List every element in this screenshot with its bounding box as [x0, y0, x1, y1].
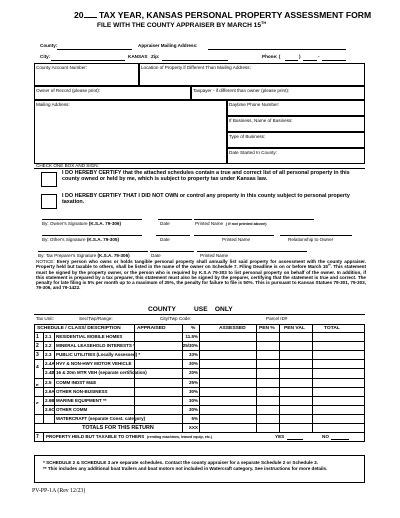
schedule-description: MINERAL LEASEHOLD INTERESTS * — [56, 343, 135, 349]
phone-area-blank[interactable] — [285, 60, 298, 61]
other-date-caption: Date — [160, 237, 170, 242]
assessed-cell[interactable] — [200, 378, 255, 386]
schedule-percent: 5% — [191, 415, 198, 421]
other-signature-line[interactable] — [42, 235, 142, 236]
schedule-code: 2.6B — [45, 397, 55, 403]
total-cell[interactable] — [313, 351, 364, 359]
cert-owned-checkbox[interactable] — [41, 172, 57, 187]
table-col-rule — [256, 324, 257, 423]
county-use-rule — [34, 314, 365, 315]
col-assessed-header: ASSESSED — [219, 326, 246, 331]
preparer-signature-caption — [38, 253, 130, 258]
appraised-cell[interactable] — [135, 369, 181, 377]
subtitle-text: FILE WITH THE COUNTY APPRAISER BY MARCH 15 — [97, 22, 262, 29]
phone-prefix-blank[interactable] — [303, 60, 317, 61]
row7-no-label: NO — [322, 434, 329, 440]
col-total-header: TOTAL — [324, 326, 340, 331]
schedule-description: PUBLIC UTILITIES (Locally Assessed) * — [56, 352, 141, 358]
total-cell[interactable] — [313, 387, 364, 395]
schedule-group-number: 7 — [36, 434, 39, 441]
if-not-printed: ( if not printed above) — [225, 221, 267, 226]
other-printed-line[interactable] — [194, 235, 274, 236]
owner-printed-line[interactable] — [194, 219, 314, 220]
sec-twp-range-label: Sec/Twp/Range: — [79, 316, 113, 321]
other-signature-text: By: Other's Signature — [42, 237, 86, 242]
other-ksa: (K.S.A. 79-305) — [86, 237, 119, 242]
table-col-rule — [256, 423, 257, 432]
appraiser-mailing-blank[interactable] — [208, 49, 346, 50]
phone-label: Phone: ( — [262, 54, 281, 59]
table-col-rule — [43, 332, 44, 423]
total-cell[interactable] — [313, 405, 364, 413]
preparer-signature-text: By: Tax Preparer's Signature — [38, 253, 97, 258]
assessed-cell[interactable] — [200, 387, 255, 395]
preparer-printed-line[interactable] — [197, 251, 307, 252]
group-merge-mask — [35, 404, 43, 405]
total-cell[interactable] — [313, 369, 364, 377]
mailing-address-box[interactable] — [34, 100, 227, 164]
owner-date-line[interactable] — [158, 219, 192, 220]
notice-text-b: . This statement must be signed by the property owner, or the person who is required by K.S.A 79-303 to list personal property on behalf of the owner. In addition, if this statement is prepared by a tax preparer, this statement must also be signed by the preparer, certifying that the statement is true and correct. The penalty for late filing is 5% per month up to a maximum of 25%, the penalty for failure to file is 50%. This is pursuant to Kansas Statues 79-301, 79-303, 79-306, and 79-1422. — [36, 264, 366, 291]
subtitle-sup: TH — [261, 19, 267, 25]
schedule-percent: 30% — [188, 406, 198, 412]
phone-line-blank[interactable] — [322, 60, 346, 61]
owner-record-label: Owner of Record (please print): — [36, 88, 101, 93]
assessed-cell[interactable] — [200, 360, 255, 368]
preparer-date-caption: Date — [151, 253, 161, 258]
appraiser-mailing-label: Appraiser Mailing Address: — [138, 43, 198, 48]
assessed-cell[interactable] — [200, 351, 255, 359]
schedule-code: 2.4B — [45, 370, 55, 376]
schedule-percent: 33% — [188, 352, 198, 358]
schedule-description: OTHER COMM — [56, 406, 88, 412]
schedule-description: COMM INDST M&E — [56, 379, 97, 385]
assessed-cell[interactable] — [200, 333, 255, 341]
col-pct-header: % — [191, 326, 196, 331]
cert-not-owned-checkbox[interactable] — [41, 194, 57, 209]
table-col-rule — [279, 324, 280, 423]
check-one-label: CHECK ONE BOX AND SIGN: — [36, 163, 99, 168]
title-text: TAX YEAR, KANSAS PERSONAL PROPERTY ASSESSMENT FORM — [96, 10, 372, 20]
table-col-rule — [43, 432, 44, 442]
appraised-cell[interactable] — [135, 405, 181, 413]
relationship-caption: Relationship to Owner — [288, 237, 334, 242]
totals-xxx: XXX — [188, 425, 198, 430]
schedule-code: 2.6C — [45, 406, 55, 412]
schedule-code: 2.1 — [45, 334, 52, 339]
city-blank[interactable] — [51, 60, 125, 61]
total-cell[interactable] — [313, 414, 364, 422]
appraised-cell[interactable] — [135, 360, 181, 368]
daytime-phone-label: Daytime Phone Number: — [229, 102, 280, 107]
schedule-description: RESIDENTIAL MOBILE HOMES — [56, 334, 123, 339]
county-blank[interactable] — [57, 49, 132, 50]
schedule-percent: 30% — [188, 361, 198, 367]
schedule-code: 2.6A — [45, 388, 55, 394]
relationship-line[interactable] — [280, 235, 352, 236]
appraised-cell[interactable] — [135, 378, 181, 386]
total-cell[interactable] — [313, 378, 364, 386]
owner-date-caption: Date — [160, 221, 170, 226]
tax-year-blank[interactable] — [84, 10, 97, 18]
schedule-description: OTHER NON-BUSINESS — [56, 388, 108, 394]
appraised-cell[interactable] — [135, 396, 181, 404]
schedule-code: 2.2 — [45, 343, 52, 349]
table-col-rule — [312, 423, 313, 432]
appraised-cell[interactable] — [135, 342, 181, 350]
row7-yes-label: YES — [275, 434, 285, 440]
total-cell[interactable] — [313, 360, 364, 368]
col-appraised-header: APPRAISED — [137, 326, 166, 331]
schedule-group-number: 3 — [36, 351, 39, 358]
footnote-1: * SCHEDULE 2 & SCHEDULE 3 are separate schedules. Contact the county appraiser for a separate Schedule 2 or Schedule 3. — [43, 460, 318, 465]
form-subtitle — [97, 19, 267, 29]
schedule-group-number: 1 — [36, 333, 39, 340]
schedule-group-number: 2 — [36, 342, 39, 349]
city-twp-code-label: City/Twp Code: — [160, 316, 192, 321]
group-merge-mask — [35, 386, 43, 387]
form-id: PV-PP-1A (Rev 12/23) — [32, 488, 86, 494]
schedule-code: 2.5 — [45, 379, 52, 385]
col-pen-pct-header: PEN % — [259, 326, 275, 331]
appraised-cell[interactable] — [135, 414, 181, 422]
assessment-table — [34, 321, 365, 452]
tax-year-prefix: 20 — [74, 10, 84, 20]
owner-signature-caption — [42, 221, 121, 226]
group-merge-mask — [35, 368, 43, 369]
row7-description: PROPERTY HELD BUT TAXABLE TO OTHERS — [46, 434, 145, 440]
zip-label: Zip: — [151, 54, 160, 59]
schedule-description: WATERCRAFT (separate Const. category) — [56, 415, 146, 421]
date-started-label: Date Started In County: — [229, 150, 278, 155]
preparer-ksa: (K.S.A. 79-306) — [97, 253, 130, 258]
preparer-printed-caption: Printed Name — [200, 253, 229, 258]
owner-signature-text: By: Owner's Signature — [42, 221, 88, 226]
owner-printed-caption — [195, 221, 267, 226]
assessed-cell[interactable] — [200, 396, 255, 404]
totals-label: TOTALS FOR THIS RETURN — [82, 425, 154, 431]
row7-no-blank[interactable] — [331, 439, 349, 440]
schedule-percent: 25/30% — [182, 343, 198, 349]
owner-printed-text: Printed Name — [195, 221, 224, 226]
tax-unit-label: Tax Unit: — [36, 316, 54, 321]
form-title — [74, 10, 371, 20]
parcel-id-label: Parcel ID# — [266, 316, 288, 321]
footnote-2: ** This includes any additional boat trailers and boat motors not included in Watercraft category. See instructions for more details. — [43, 466, 328, 471]
schedule-percent: 11.5% — [185, 334, 198, 339]
schedule-percent: 25% — [188, 379, 198, 385]
preparer-date-line[interactable] — [150, 251, 194, 252]
business-type-label: Type of Business: — [229, 134, 266, 139]
business-name-label: If Business, Name of Business: — [229, 118, 293, 123]
notice-sup: th — [327, 263, 331, 267]
notice-text-a: Every person who owns or holds tangible personal property shall annually list said property for assessment with the county appraiser. Property held but taxable to others, shall be listed in the name of the owner on Schedule 7. Filing Deadline is on or before March 15 — [36, 259, 366, 270]
preparer-signature-line[interactable] — [38, 251, 148, 252]
assessed-cell[interactable] — [200, 369, 255, 377]
schedule-percent: 20% — [188, 370, 198, 376]
table-col-rule — [199, 423, 200, 432]
mailing-address-label: Mailing Address: — [36, 102, 70, 107]
location-label: Location of Property if Different Than Mailing Address: — [141, 65, 251, 70]
other-date-line[interactable] — [156, 235, 190, 236]
table-col-rule — [279, 423, 280, 432]
row7-subtext: (rending machines, leased equip, etc.) — [147, 434, 213, 439]
owner-signature-line[interactable] — [42, 219, 142, 220]
phone-dash: - — [318, 54, 320, 59]
city-label: City: — [40, 54, 51, 59]
notice-label: NOTICE: — [36, 259, 55, 264]
schedule-description: HVY & NON-HWY MOTOR VEHICLE — [56, 361, 132, 367]
assessed-cell[interactable] — [200, 414, 255, 422]
phone-close: ) — [299, 54, 301, 59]
col-pen-val-header: PEN VAL — [284, 326, 305, 331]
other-signature-caption — [42, 237, 119, 242]
taxpayer-label: Taxpayer - if different than owner (please print): — [193, 88, 290, 93]
county-label: County: — [40, 43, 58, 48]
schedule-code: 2.4A — [45, 361, 55, 367]
cert-owned-text: I DO HEREBY CERTIFY that the attached schedules contain a true and correct list of all personal property in this county owned or held by me, which is subject to property tax under Kansas law. — [62, 170, 350, 183]
zip-blank[interactable] — [162, 60, 228, 61]
other-printed-caption: Printed Name — [222, 237, 251, 242]
check-one-underline — [34, 168, 365, 169]
col-schedule-header: SCHEDULE / CLASS/ DESCRIPTION — [37, 326, 121, 331]
schedule-description: MARINE EQUIPMENT ** — [56, 397, 107, 403]
schedule-description: 16 & 20m MTR VEH (separate certification) — [56, 370, 147, 376]
total-cell[interactable] — [313, 396, 364, 404]
cert-not-owned-text: I DO HEREBY CERTIFY THAT I DID NOT OWN or control any property in this county subject to personal property taxation. — [62, 193, 350, 206]
schedule-percent: 30% — [188, 388, 198, 394]
appraised-cell[interactable] — [135, 351, 181, 359]
total-cell[interactable] — [313, 342, 364, 350]
total-cell[interactable] — [313, 333, 364, 341]
schedule-percent: 30% — [188, 397, 198, 403]
county-account-label: County Account Number: — [36, 65, 88, 70]
schedule-code: 2.3 — [45, 352, 52, 358]
appraised-cell[interactable] — [135, 387, 181, 395]
assessed-cell[interactable] — [200, 405, 255, 413]
row7-yes-blank[interactable] — [287, 439, 303, 440]
appraised-cell[interactable] — [135, 333, 181, 341]
table-row-rule — [34, 432, 365, 433]
notice-paragraph — [36, 259, 366, 291]
assessed-cell[interactable] — [200, 342, 255, 350]
county-use-title: COUNTY USE ONLY — [148, 306, 233, 313]
state-label: KANSAS — [128, 54, 148, 59]
owner-ksa: (K.S.A. 79-306) — [88, 221, 122, 226]
